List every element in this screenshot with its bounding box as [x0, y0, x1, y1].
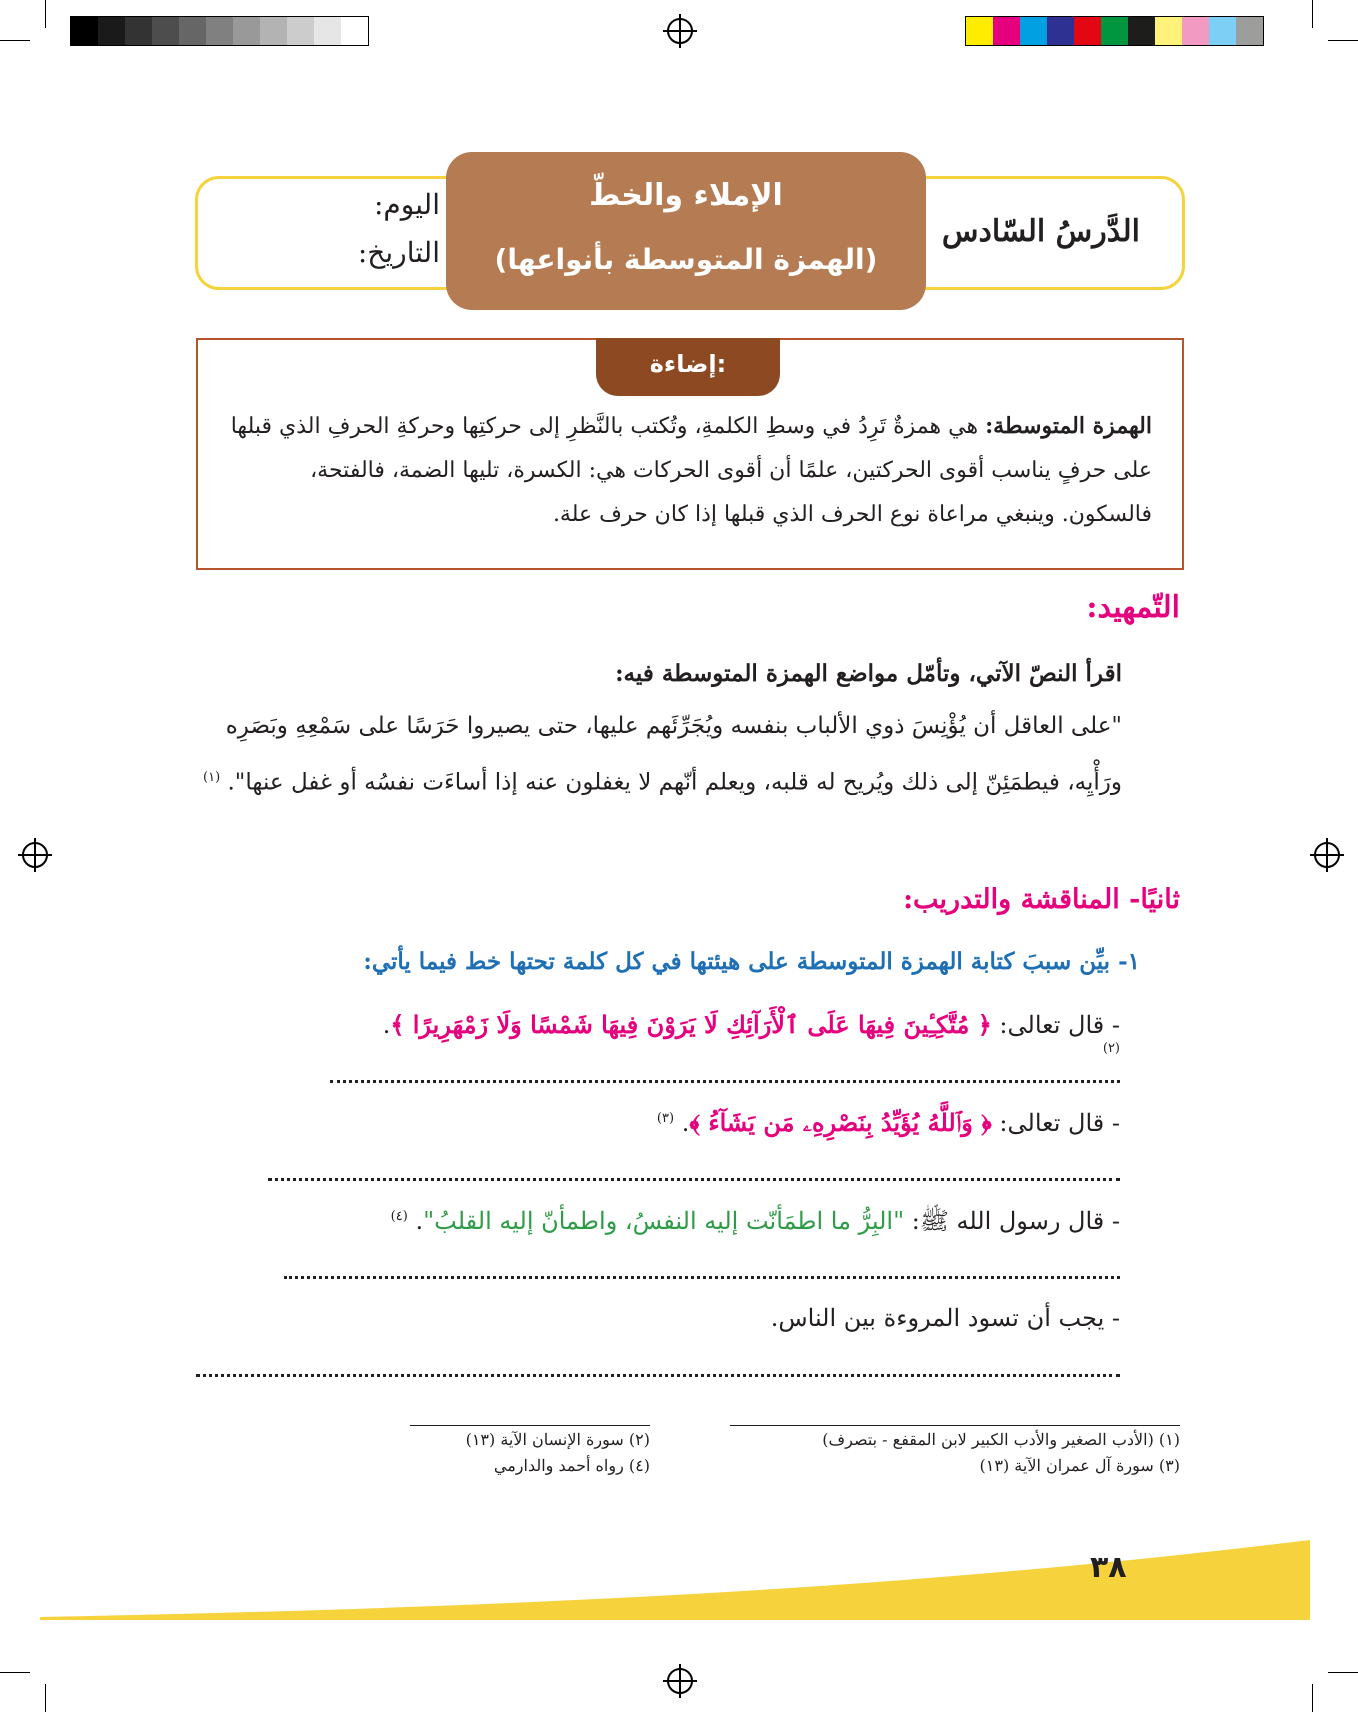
item-prefix: - قال رسول الله ﷺ:: [904, 1207, 1120, 1235]
registration-mark-icon: [1314, 842, 1340, 868]
item-suffix: .: [382, 1011, 391, 1039]
spotlight-tab: إضاءة:: [596, 338, 780, 396]
answer-line[interactable]: [196, 1374, 1120, 1377]
crop-mark: [0, 1672, 30, 1673]
footnote-4: (٤) رواه أحمد والدارمي: [493, 1456, 650, 1475]
passage-text: "على العاقل أن يُؤْنِسَ ذوي الألباب بنفسه ويُجَرِّئَهم عليها، حتى يصيروا حَرَسًا على سَمْعِهِ وبَصَرِه ورَأْيِه، فيطمَئِنّ إلى ذلك ويُريح له قلبه، ويعلم أنّهم لا يغفلون عنه إذا أساءَت نفسُه أو غفل عنها".: [225, 713, 1122, 796]
discussion-heading: ثانيًا- المناقشة والتدريب:: [903, 884, 1180, 915]
spotlight-text: [224, 404, 1152, 537]
footnote-2: (٢) سورة الإنسان الآية (١٣): [465, 1430, 650, 1449]
question-1: ١- بيِّن سببَ كتابة الهمزة المتوسطة على هيئتها في كل كلمة تحتها خط فيما يأتي:: [363, 948, 1140, 975]
crop-mark: [1328, 1672, 1358, 1673]
grayscale-bar: [70, 16, 369, 46]
crop-mark: [1312, 0, 1313, 28]
lesson-subtitle: (الهمزة المتوسطة بأنواعها): [494, 243, 878, 276]
footnote-1: (١) (الأدب الصغير والأدب الكبير لابن المقفع - بتصرف): [822, 1430, 1180, 1449]
date-label: التاريخ:: [357, 236, 440, 269]
item-suffix: .: [681, 1109, 690, 1137]
crop-mark: [45, 1684, 46, 1712]
intro-heading: التّمهيد:: [1086, 590, 1180, 625]
footnote-ref: (٢): [1102, 1041, 1120, 1056]
spotlight-definition: هي همزةٌ تَرِدُ في وسطِ الكلمةِ، وتُكتب بالنَّظرِ إلى حركتِها وحركةِ الحرفِ الذي قبلها على حرفٍ يناسب أقوى الحركتين، علمًا أن أقوى الحركات هي: الكسرة، تليها الضمة، فالفتحة، فالسكون. وينبغي مراعاة نوع الحرف الذي قبلها إذا كان حرف علة.: [230, 414, 1152, 527]
exercise-item-1: [360, 1010, 1120, 1067]
quran-verse: ﴿ مُتَّكِـِٔينَ فِيهَا عَلَى ٱلْأَرَآئِكِ لَا يَرَوْنَ فِيهَا شَمْسًا وَلَا زَمْهَرِيرًا ﴾: [390, 1010, 992, 1039]
crop-mark: [1328, 40, 1358, 41]
answer-line[interactable]: [268, 1178, 1120, 1181]
lesson-title: الإملاء والخطّ: [589, 178, 783, 213]
page-footer-swoosh: [0, 1520, 1358, 1630]
intro-passage: [196, 700, 1122, 809]
intro-instruction: اقرأ النصّ الآتي، وتأمّل مواضع الهمزة المتوسطة فيه:: [615, 660, 1122, 687]
footnote-ref: (٤): [390, 1209, 408, 1224]
page-number: ٣٨: [1090, 1550, 1127, 1585]
item-suffix: .: [415, 1207, 424, 1235]
registration-mark-icon: [22, 842, 48, 868]
footnote-divider: [730, 1425, 1180, 1426]
spotlight-term: الهمزة المتوسطة:: [985, 413, 1152, 439]
exercise-item-3: [300, 1206, 1120, 1241]
crop-mark: [1312, 1684, 1313, 1712]
footnote-3: (٣) سورة آل عمران الآية (١٣): [979, 1456, 1180, 1475]
item-prefix: - قال تعالى:: [991, 1109, 1120, 1137]
day-label: اليوم:: [374, 188, 440, 221]
registration-mark-icon: [667, 18, 693, 44]
answer-line[interactable]: [330, 1080, 1120, 1083]
color-bar: [965, 16, 1264, 46]
crop-mark: [0, 40, 30, 41]
lesson-number: الدَّرسُ السّادس: [941, 214, 1140, 249]
crop-mark: [45, 0, 46, 28]
exercise-item-4: - يجب أن تسود المروءة بين الناس.: [770, 1304, 1120, 1332]
footnote-ref: (٣): [656, 1111, 675, 1126]
item-prefix: - قال تعالى:: [991, 1011, 1120, 1039]
footnote-divider: [410, 1425, 650, 1426]
quran-verse: ﴿ وَٱللَّهُ يُؤَيِّدُ بِنَصْرِهِۦ مَن يَشَآءُ ﴾: [689, 1108, 992, 1137]
lesson-title-block: [446, 152, 926, 310]
exercise-item-2: [560, 1108, 1120, 1137]
answer-line[interactable]: [284, 1276, 1120, 1279]
hadith-quote: "البِرُّ ما اطمَأنّت إليه النفسُ، واطمأنّ إليه القلبُ": [423, 1207, 905, 1235]
registration-mark-icon: [667, 1668, 693, 1694]
footnote-ref: (١): [203, 770, 221, 785]
